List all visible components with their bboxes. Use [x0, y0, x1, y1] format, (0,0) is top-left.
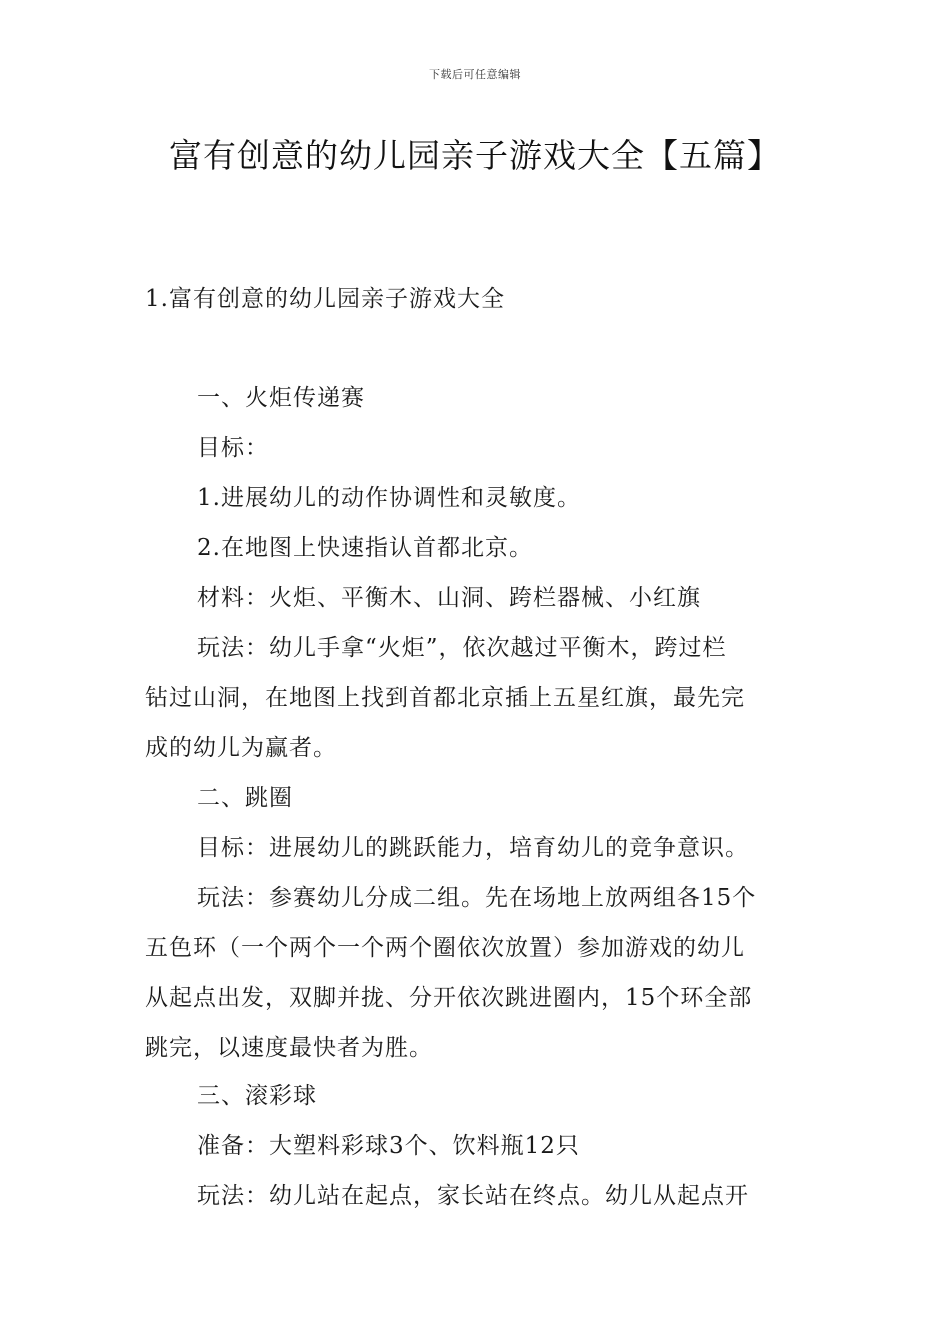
paragraph-line: 成的幼儿为赢者。: [145, 735, 337, 761]
header-note: 下载后可任意编辑: [429, 68, 521, 81]
paragraph-line: 目标：进展幼儿的跳跃能力，培育幼儿的竞争意识。: [197, 835, 749, 861]
paragraph-line: 五色环（一个两个一个两个圈依次放置）参加游戏的幼儿: [145, 935, 745, 961]
document-title: 富有创意的幼儿园亲子游戏大全【五篇】: [169, 136, 781, 175]
paragraph-line: 1.进展幼儿的动作协调性和灵敏度。: [197, 485, 581, 511]
section-heading: 1.富有创意的幼儿园亲子游戏大全: [145, 286, 505, 312]
subsection-heading: 二、跳圈: [197, 785, 293, 811]
paragraph-line: 2.在地图上快速指认首都北京。: [197, 535, 533, 561]
paragraph-line: 玩法：幼儿手拿“火炬”，依次越过平衡木，跨过栏: [197, 635, 727, 661]
paragraph-line: 跳完，以速度最快者为胜。: [145, 1035, 433, 1061]
paragraph-line: 从起点出发，双脚并拢、分开依次跳进圈内，15个环全部: [145, 985, 753, 1011]
paragraph-line: 准备：大塑料彩球3个、饮料瓶12只: [197, 1133, 580, 1159]
paragraph-line: 材料：火炬、平衡木、山洞、跨栏器械、小红旗: [197, 585, 701, 611]
paragraph-line: 目标：: [197, 435, 269, 461]
paragraph-line: 钻过山洞，在地图上找到首都北京插上五星红旗，最先完: [145, 685, 745, 711]
subsection-heading: 一、火炬传递赛: [197, 385, 365, 411]
subsection-heading: 三、滚彩球: [197, 1083, 317, 1109]
paragraph-line: 玩法：参赛幼儿分成二组。先在场地上放两组各15个: [197, 885, 757, 911]
paragraph-line: 玩法：幼儿站在起点，家长站在终点。幼儿从起点开: [197, 1183, 749, 1209]
